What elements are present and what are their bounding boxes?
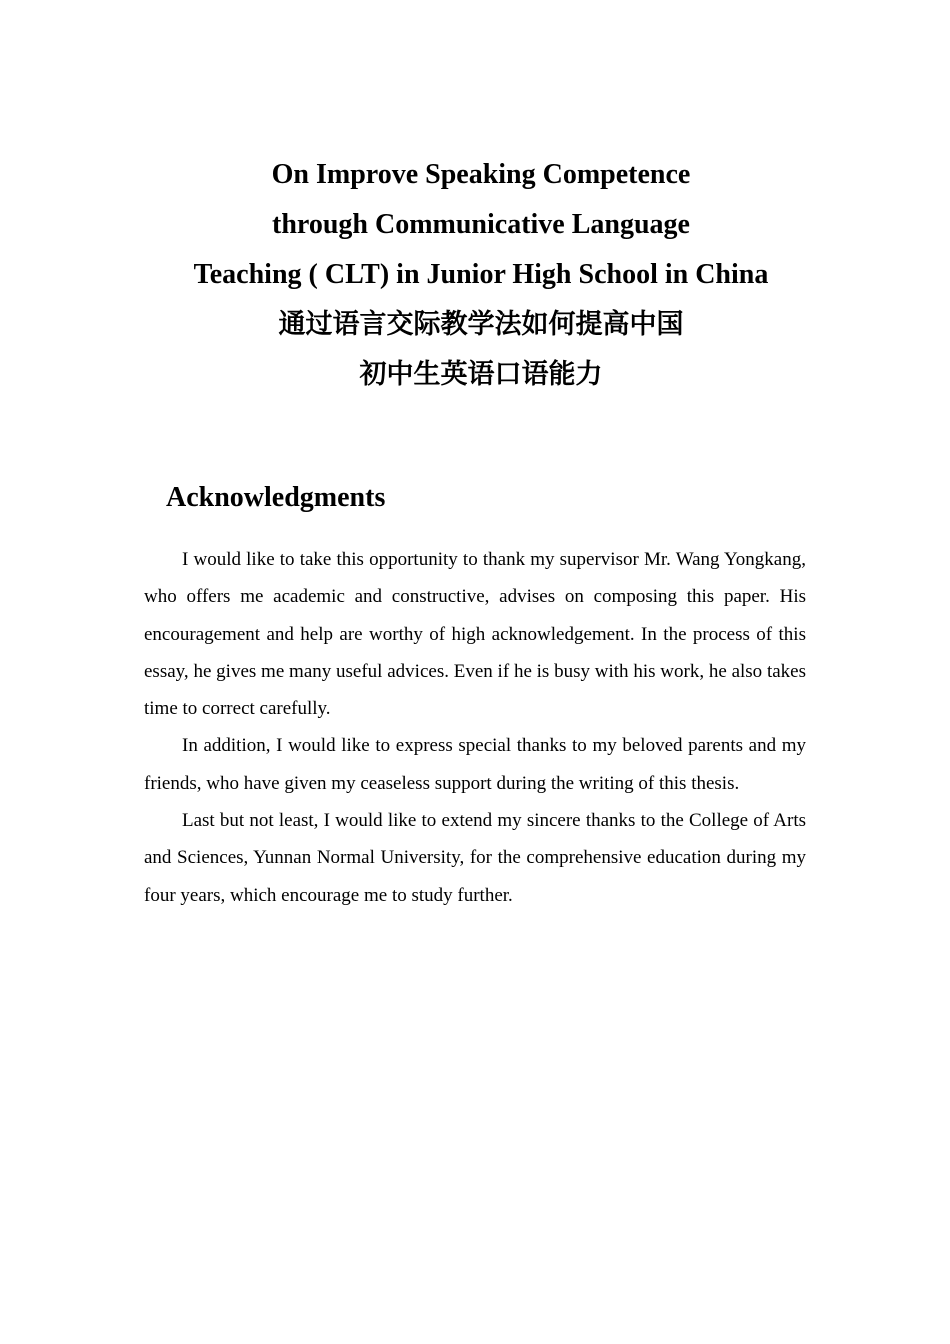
thesis-title [0, 150, 950, 400]
title-line-1: On Improve Speaking Competence [271, 159, 691, 190]
acknowledgments-body [144, 541, 806, 914]
chinese-title-line-1: 通过语言交际教学法如何提高中国 [278, 309, 684, 340]
title-line-2: through Communicative Language [272, 209, 690, 240]
paragraph-college: Last but not least, I would like to extend my sincere thanks to the College of Arts and Sciences, Yunnan Normal University, for the comprehensive education during my four years, which encourage me to study further. [144, 810, 806, 906]
paragraph-family: In addition, I would like to express special thanks to my beloved parents and my friends, who have given my ceaseless support during the writing of this thesis. [144, 735, 806, 794]
paragraph-supervisor: I would like to take this opportunity to thank my supervisor Mr. Wang Yongkang, who offers me academic and constructive, advises on composing this paper. His encouragement and help are worthy of high acknowledgement. In the process of this essay, he gives me many useful advices. Even if he is busy with his work, he also takes time to correct carefully. [144, 549, 806, 720]
title-line-3: Teaching ( CLT) in Junior High School in China [193, 259, 769, 290]
chinese-title-line-2: 初中生英语口语能力 [359, 359, 603, 390]
section-heading: Acknowledgments [166, 482, 386, 513]
